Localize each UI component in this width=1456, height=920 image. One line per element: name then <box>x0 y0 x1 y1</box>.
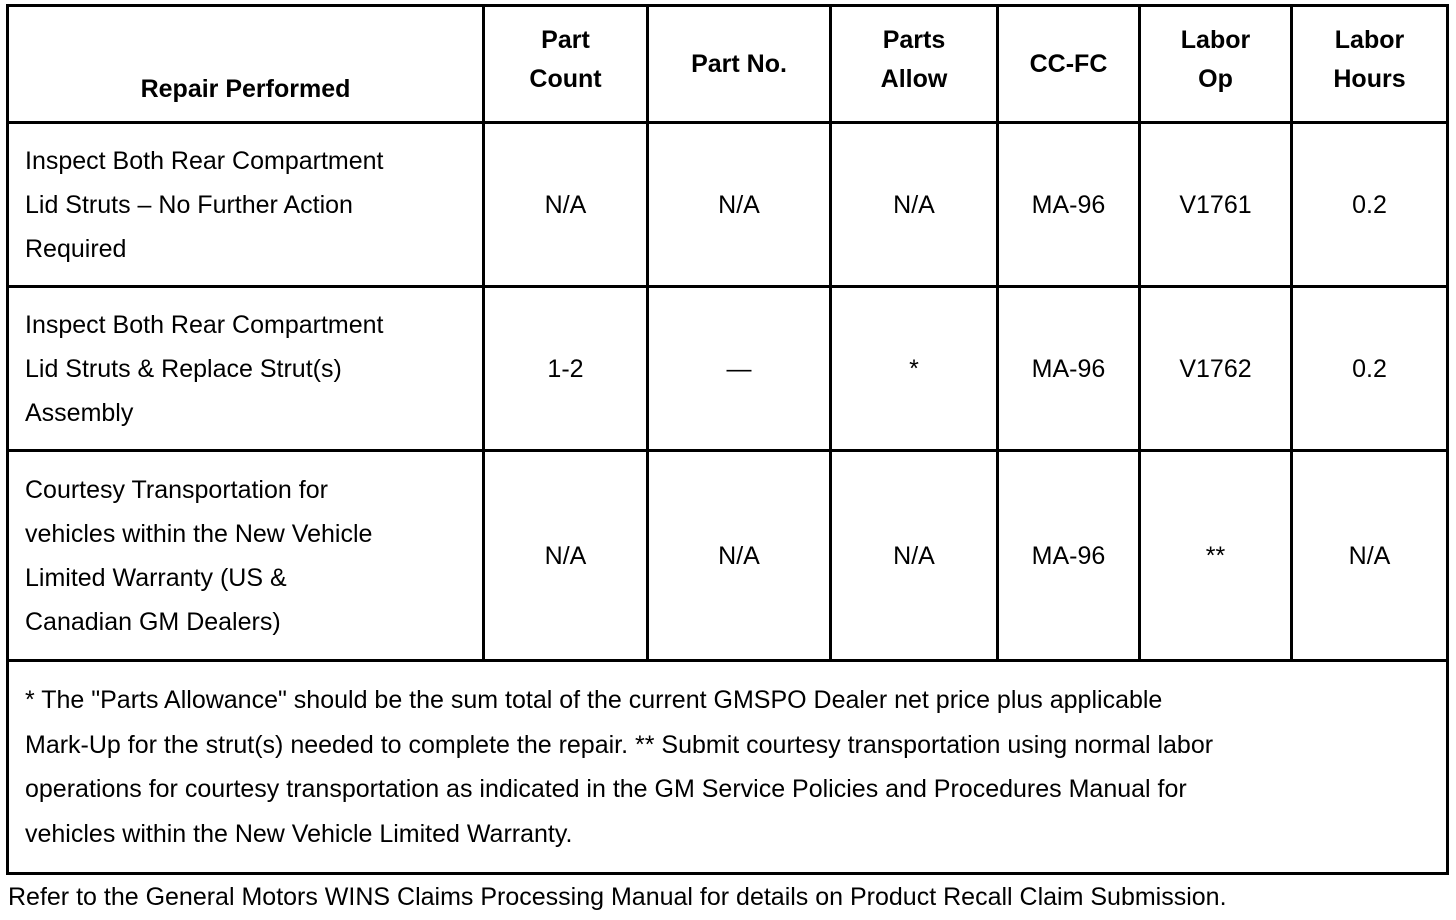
parts-allow-cell: N/A <box>831 123 998 287</box>
parts-allowance-note: * The "Parts Allowance" should be the sum total of the current GMSPO Dealer net price plus applicable Mark-Up for the strut(s) needed to complete the repair. ** Submit courtesy transportation using normal labor operations for courtesy transportation as indicated in the GM Service Policies and Procedures Manual for vehicles within the New Vehicle Limited Warranty. <box>8 661 1448 874</box>
repair-performed-cell: Inspect Both Rear Compartment Lid Struts & Replace Strut(s) Assembly <box>8 287 484 451</box>
labor-operation-table <box>6 4 1449 875</box>
header-labor-op: Labor Op <box>1140 6 1292 123</box>
cc-fc-cell: MA-96 <box>998 451 1140 661</box>
labor-hours-cell: 0.2 <box>1292 287 1448 451</box>
header-cc-fc: CC-FC <box>998 6 1140 123</box>
labor-op-cell: V1762 <box>1140 287 1292 451</box>
repair-performed-cell: Inspect Both Rear Compartment Lid Struts – No Further Action Required <box>8 123 484 287</box>
labor-op-cell: ** <box>1140 451 1292 661</box>
labor-op-cell: V1761 <box>1140 123 1292 287</box>
part-count-cell: N/A <box>484 451 648 661</box>
cc-fc-cell: MA-96 <box>998 123 1140 287</box>
table-row <box>8 287 1448 451</box>
header-part-count: Part Count <box>484 6 648 123</box>
cc-fc-cell: MA-96 <box>998 287 1140 451</box>
part-no-cell: N/A <box>648 123 831 287</box>
note-row <box>8 661 1448 874</box>
header-parts-allow: Parts Allow <box>831 6 998 123</box>
claim-table-frame <box>6 4 1446 875</box>
labor-hours-cell: 0.2 <box>1292 123 1448 287</box>
claims-manual-reference: Refer to the General Motors WINS Claims Processing Manual for details on Product Recall Claim Submission. <box>8 883 1227 911</box>
parts-allow-cell: * <box>831 287 998 451</box>
labor-hours-cell: N/A <box>1292 451 1448 661</box>
parts-allow-cell: N/A <box>831 451 998 661</box>
part-no-cell: N/A <box>648 451 831 661</box>
table-row <box>8 451 1448 661</box>
header-repair-performed: Repair Performed <box>8 6 484 123</box>
table-row <box>8 123 1448 287</box>
part-count-cell: 1-2 <box>484 287 648 451</box>
part-count-cell: N/A <box>484 123 648 287</box>
header-part-no: Part No. <box>648 6 831 123</box>
repair-performed-cell: Courtesy Transportation for vehicles within the New Vehicle Limited Warranty (US & Canadian GM Dealers) <box>8 451 484 661</box>
part-no-cell: — <box>648 287 831 451</box>
header-row <box>8 6 1448 123</box>
header-labor-hours: Labor Hours <box>1292 6 1448 123</box>
